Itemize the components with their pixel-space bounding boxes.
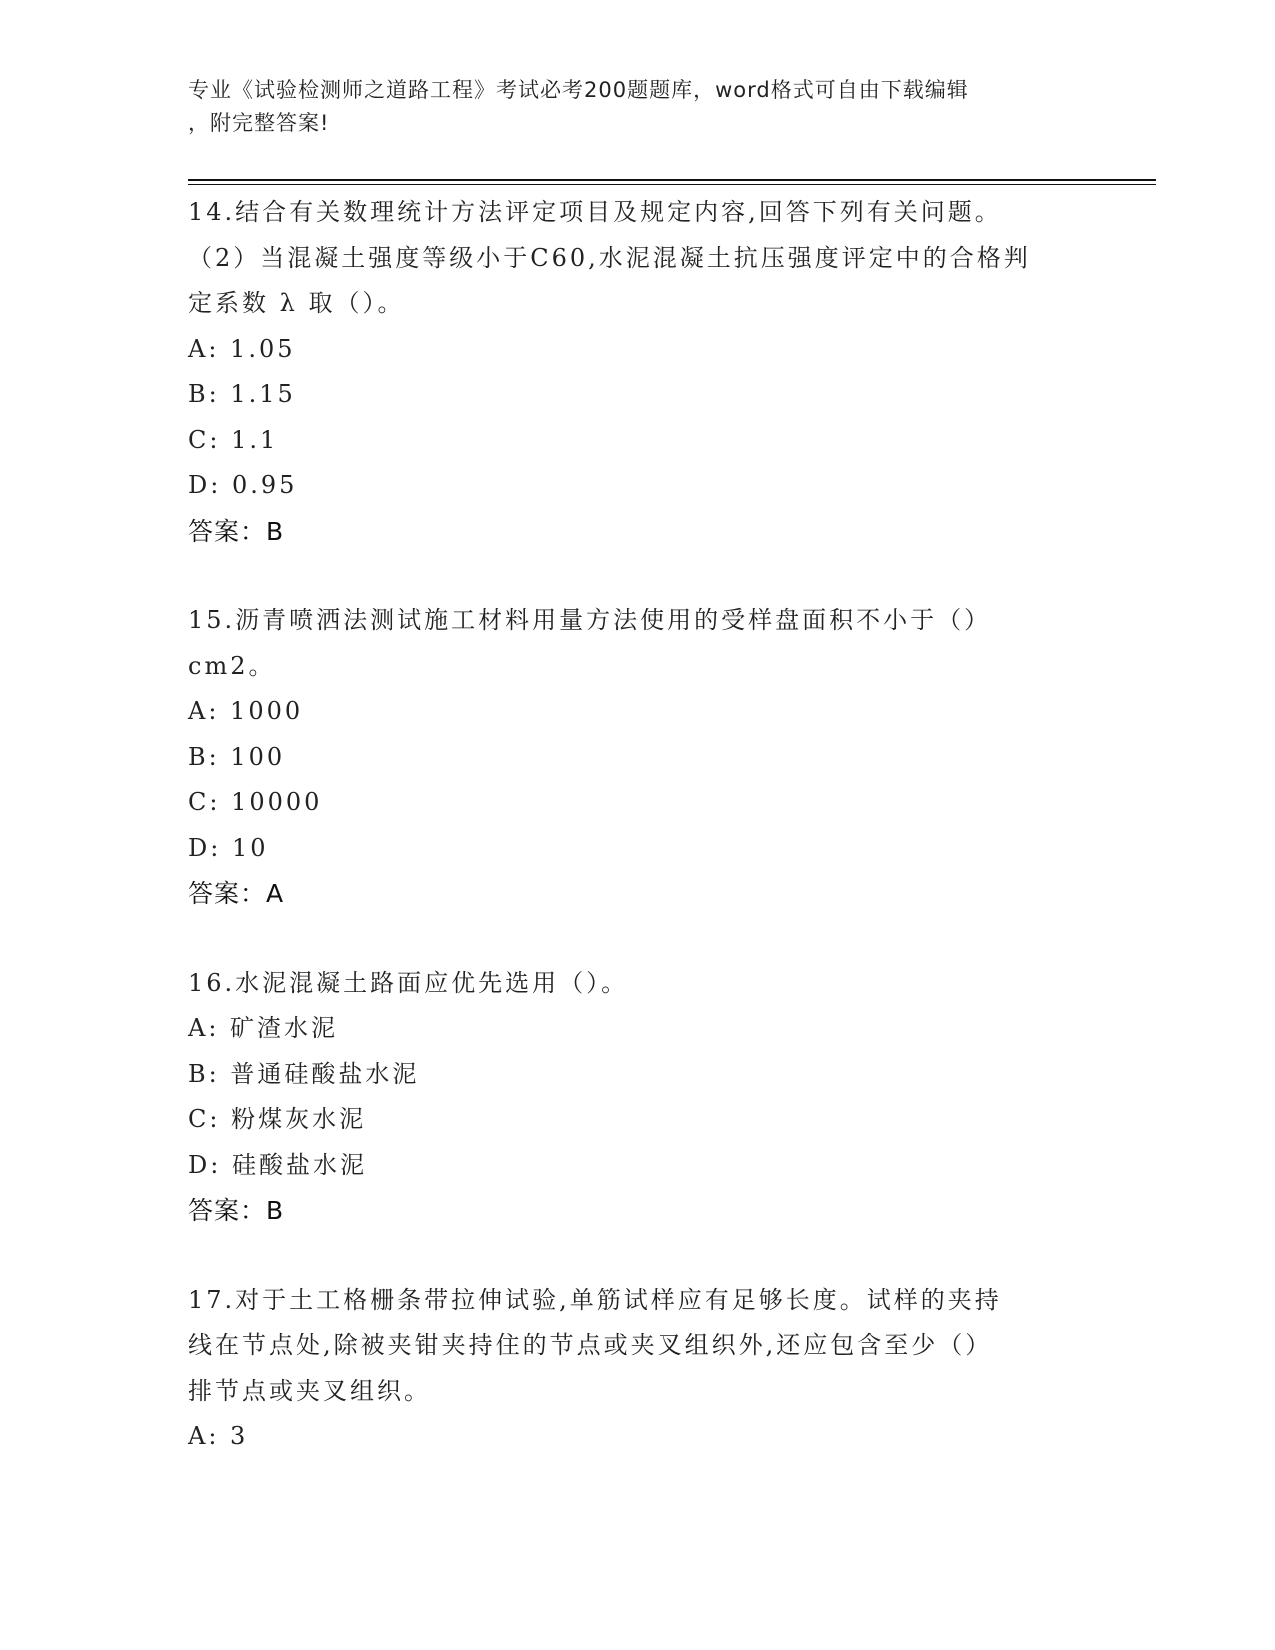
- question-16: [188, 961, 1088, 1234]
- option-a: A: 3: [188, 1422, 249, 1450]
- option-a: A: 矿渣水泥: [188, 1014, 339, 1042]
- question-stem-line: 定系数 λ 取（）。: [188, 289, 405, 317]
- option-c: C: 1.1: [188, 425, 279, 454]
- header-divider-thin: [188, 184, 1156, 185]
- header-divider-thick: [188, 179, 1156, 181]
- question-stem-line: 17.对于土工格栅条带拉伸试验,单筋试样应有足够长度。试样的夹持: [188, 1285, 1002, 1314]
- answer-line: 答案：B: [188, 516, 285, 546]
- option-d: D: 0.95: [188, 471, 298, 499]
- option-d: D: 硅酸盐水泥: [188, 1150, 367, 1179]
- header-title-line-1: 专业《试验检测师之道路工程》考试必考200题题库，word格式可自由下载编辑: [188, 78, 969, 102]
- question-list: [188, 190, 1088, 1504]
- question-stem-line: 排节点或夹叉组织。: [188, 1376, 431, 1405]
- question-stem-line: cm2。: [188, 651, 276, 680]
- document-header: [188, 74, 1088, 140]
- question-14: [188, 190, 1088, 554]
- option-a: A: 1.05: [188, 334, 296, 363]
- option-c: C: 粉煤灰水泥: [188, 1105, 367, 1133]
- question-15: [188, 598, 1088, 917]
- option-d: D: 10: [188, 833, 269, 862]
- option-b: B: 1.15: [188, 380, 296, 408]
- answer-line: 答案：B: [188, 1196, 285, 1225]
- option-a: A: 1000: [188, 697, 304, 725]
- answer-line: 答案：A: [188, 879, 285, 908]
- question-stem-line: 14.结合有关数理统计方法评定项目及规定内容,回答下列有关问题。: [188, 198, 1002, 226]
- question-stem-line: （2）当混凝土强度等级小于C60,水泥混凝土抗压强度评定中的合格判: [188, 243, 1031, 272]
- option-c: C: 10000: [188, 788, 323, 816]
- question-17: [188, 1278, 1088, 1460]
- question-stem-line: 16.水泥混凝土路面应优先选用（）。: [188, 968, 629, 997]
- option-b: B: 普通硅酸盐水泥: [188, 1059, 420, 1088]
- question-stem-line: 15.沥青喷洒法测试施工材料用量方法使用的受样盘面积不小于（）: [188, 606, 992, 634]
- option-b: B: 100: [188, 742, 286, 771]
- question-stem-line: 线在节点处,除被夹钳夹持住的节点或夹叉组织外,还应包含至少（）: [188, 1331, 993, 1359]
- header-title-line-2: ，附完整答案!: [188, 111, 330, 135]
